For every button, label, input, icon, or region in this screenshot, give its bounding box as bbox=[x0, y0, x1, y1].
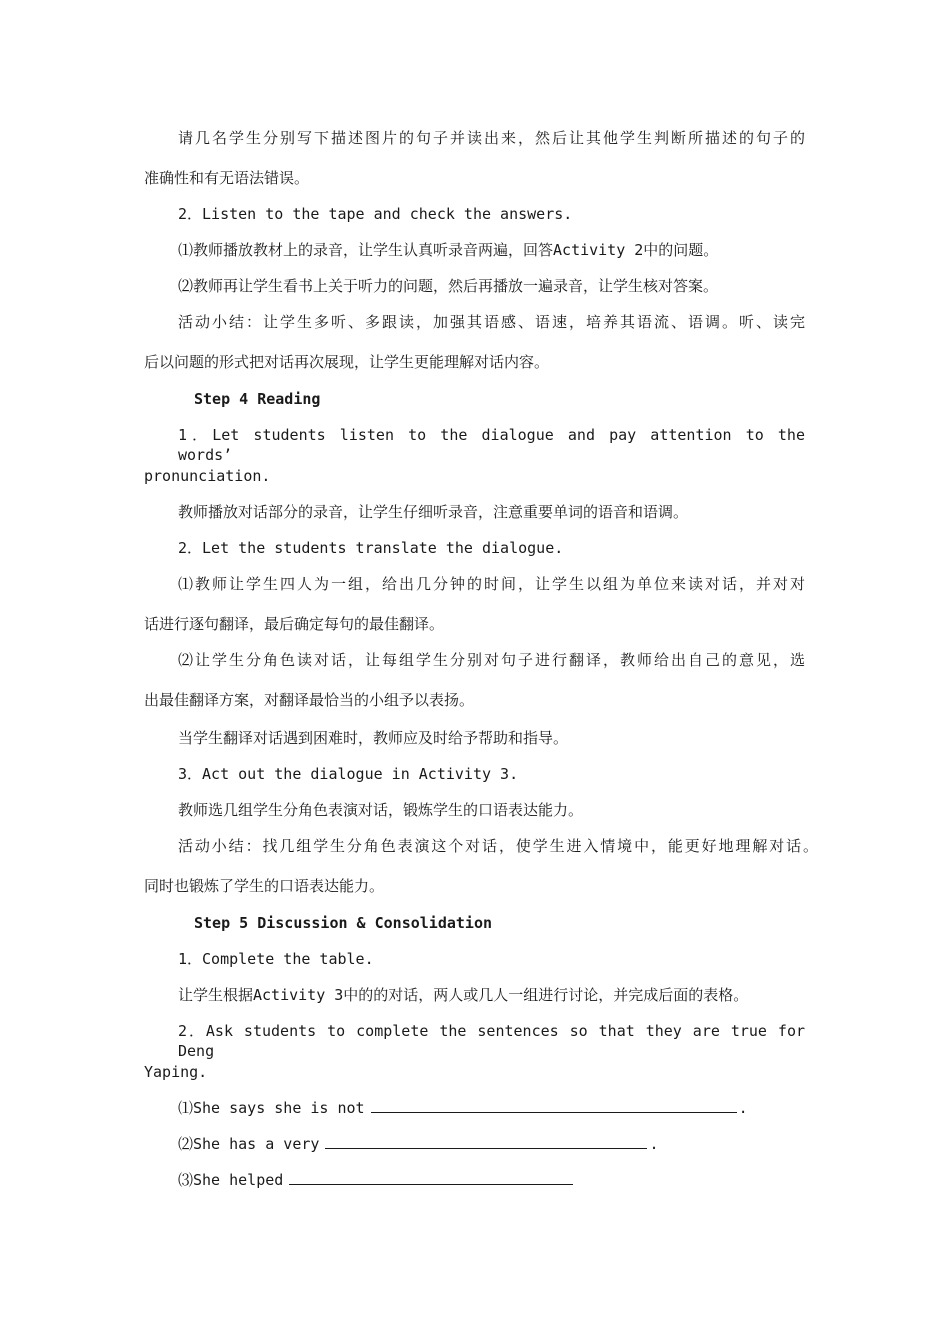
list-item: 1．Complete the table. bbox=[178, 950, 374, 968]
list-item: pronunciation. bbox=[144, 467, 271, 485]
summary-line: 后以问题的形式把对话再次展现，让学生更能理解对话内容。 bbox=[144, 353, 550, 371]
list-item: Yaping. bbox=[144, 1063, 208, 1081]
summary-line: 活动小结：让学生多听、多跟读，加强其语感、语速，培养其语流、语调。听、读完 bbox=[178, 313, 805, 331]
paragraph-line: 让学生根据Activity 3中的的对话，两人或几人一组进行讨论，并完成后面的表格。 bbox=[178, 986, 749, 1004]
list-item: 3．Act out the dialogue in Activity 3. bbox=[178, 765, 519, 783]
summary-line: 活动小结：找几组学生分角色表演这个对话，使学生进入情境中，能更好地理解对话。 bbox=[178, 837, 818, 855]
answer-blank[interactable] bbox=[289, 1170, 573, 1185]
paragraph-line: 请几名学生分别写下描述图片的句子并读出来，然后让其他学生判断所描述的句子的 bbox=[178, 129, 805, 147]
list-item: ⑴教师播放教材上的录音，让学生认真听录音两遍，回答Activity 2中的问题。 bbox=[178, 241, 719, 259]
paragraph-line: 准确性和有无语法错误。 bbox=[144, 169, 310, 187]
answer-blank[interactable] bbox=[371, 1098, 737, 1113]
fill-in-sentence bbox=[178, 1098, 748, 1118]
list-item: 出最佳翻译方案，对翻译最恰当的小组予以表扬。 bbox=[144, 691, 475, 709]
list-item: 话进行逐句翻译，最后确定每句的最佳翻译。 bbox=[144, 615, 445, 633]
list-item: 2．Let the students translate the dialogue. bbox=[178, 539, 564, 557]
list-item: 1．Let students listen to the dialogue and pay attention to the words’ bbox=[178, 426, 805, 464]
summary-line: 同时也锻炼了学生的口语表达能力。 bbox=[144, 877, 385, 895]
fill-in-sentence bbox=[178, 1170, 575, 1190]
sentence-suffix: . bbox=[738, 1099, 748, 1117]
paragraph-line: 教师播放对话部分的录音，让学生仔细听录音，注意重要单词的语音和语调。 bbox=[178, 503, 689, 521]
step-heading: Step 4 Reading bbox=[194, 390, 321, 408]
paragraph-line: 教师选几组学生分角色表演对话，锻炼学生的口语表达能力。 bbox=[178, 801, 584, 819]
paragraph-line: 当学生翻译对话遇到困难时，教师应及时给予帮助和指导。 bbox=[178, 729, 569, 747]
list-item: ⑵让学生分角色读对话，让每组学生分别对句子进行翻译，教师给出自己的意见，选 bbox=[178, 651, 805, 669]
sentence-prefix: ⑶She helped bbox=[178, 1171, 284, 1189]
list-item: ⑵教师再让学生看书上关于听力的问题，然后再播放一遍录音，让学生核对答案。 bbox=[178, 277, 719, 295]
step-heading: Step 5 Discussion & Consolidation bbox=[194, 914, 493, 932]
sentence-suffix: . bbox=[649, 1135, 659, 1153]
list-item: 2．Listen to the tape and check the answers. bbox=[178, 205, 573, 223]
sentence-prefix: ⑴She says she is not bbox=[178, 1099, 365, 1117]
list-item: ⑴教师让学生四人为一组，给出几分钟的时间，让学生以组为单位来读对话，并对对 bbox=[178, 575, 805, 593]
answer-blank[interactable] bbox=[325, 1134, 647, 1149]
list-item: 2．Ask students to complete the sentences so that they are true for Deng bbox=[178, 1022, 805, 1060]
sentence-prefix: ⑵She has a very bbox=[178, 1135, 320, 1153]
fill-in-sentence bbox=[178, 1134, 658, 1154]
